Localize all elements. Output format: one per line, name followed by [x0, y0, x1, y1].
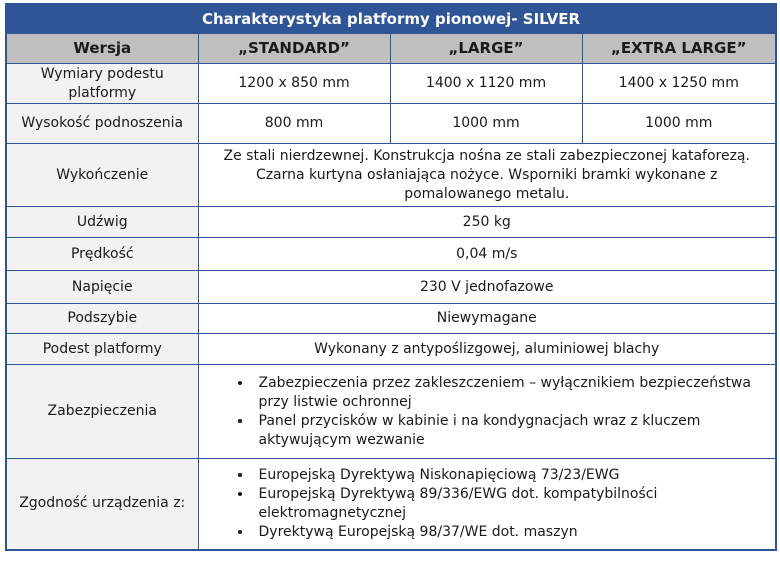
- bullet-list: [205, 374, 770, 450]
- table-row: [6, 207, 776, 238]
- row-label: Podszybie: [6, 304, 198, 334]
- header-standard: „STANDARD”: [198, 34, 390, 64]
- row-label: Wysokość podnoszenia: [6, 104, 198, 144]
- cell-value: Wykonany z antypoślizgowej, aluminiowej blachy: [198, 334, 776, 365]
- table-row: [6, 144, 776, 207]
- bullet-list: [205, 466, 770, 542]
- table-row: [6, 238, 776, 271]
- cell-value: 230 V jednofazowe: [198, 271, 776, 304]
- table-title-row: [6, 4, 776, 34]
- cell-value: Niewymagane: [198, 304, 776, 334]
- cell-value: 1000 mm: [390, 104, 582, 144]
- list-item: • Europejską Dyrektywą 89/336/EWG dot. kompatybilności elektromagnetycznej: [253, 485, 770, 523]
- header-label: Wersja: [6, 34, 198, 64]
- list-item: • Europejską Dyrektywą Niskonapięciową 73/23/EWG: [253, 466, 770, 485]
- list-item: • Panel przycisków w kabinie i na kondygnacjach wraz z kluczem aktywującym wezwanie: [253, 412, 770, 450]
- cell-value: 1200 x 850 mm: [198, 64, 390, 104]
- list-item: • Zabezpieczenia przez zakleszczeniem – wyłącznikiem bezpieczeństwa przy listwie ochronnej: [253, 374, 770, 412]
- row-label: Prędkość: [6, 238, 198, 271]
- list-item: • Dyrektywą Europejską 98/37/WE dot. maszyn: [253, 523, 770, 542]
- cell-value: 1400 x 1250 mm: [582, 64, 776, 104]
- table-row: [6, 64, 776, 104]
- spec-table: [5, 3, 777, 551]
- bullet-cell: [198, 459, 776, 550]
- bullet-cell: [198, 365, 776, 459]
- table-row: [6, 334, 776, 365]
- row-label: Napięcie: [6, 271, 198, 304]
- table-row: [6, 271, 776, 304]
- cell-value: 1400 x 1120 mm: [390, 64, 582, 104]
- table-row: [6, 304, 776, 334]
- row-label: Zgodność urządzenia z:: [6, 459, 198, 550]
- row-label: Udźwig: [6, 207, 198, 238]
- cell-value: 1000 mm: [582, 104, 776, 144]
- row-label: Zabezpieczenia: [6, 365, 198, 459]
- header-large: „LARGE”: [390, 34, 582, 64]
- cell-value: Ze stali nierdzewnej. Konstrukcja nośna ze stali zabezpieczonej kataforezą. Czarna kurtyna osłaniająca nożyce. Wsporniki bramki wykonane z pomalowanego metalu.: [198, 144, 776, 207]
- cell-value: 250 kg: [198, 207, 776, 238]
- table-title: Charakterystyka platformy pionowej- SILVER: [6, 4, 776, 34]
- cell-value: 800 mm: [198, 104, 390, 144]
- cell-value: 0,04 m/s: [198, 238, 776, 271]
- table-row: [6, 459, 776, 550]
- table-row: [6, 104, 776, 144]
- table-row: [6, 365, 776, 459]
- header-row: [6, 34, 776, 64]
- row-label: Podest platformy: [6, 334, 198, 365]
- row-label: Wykończenie: [6, 144, 198, 207]
- row-label: Wymiary podestu platformy: [6, 64, 198, 104]
- header-extra-large: „EXTRA LARGE”: [582, 34, 776, 64]
- spec-table-container: [5, 3, 775, 551]
